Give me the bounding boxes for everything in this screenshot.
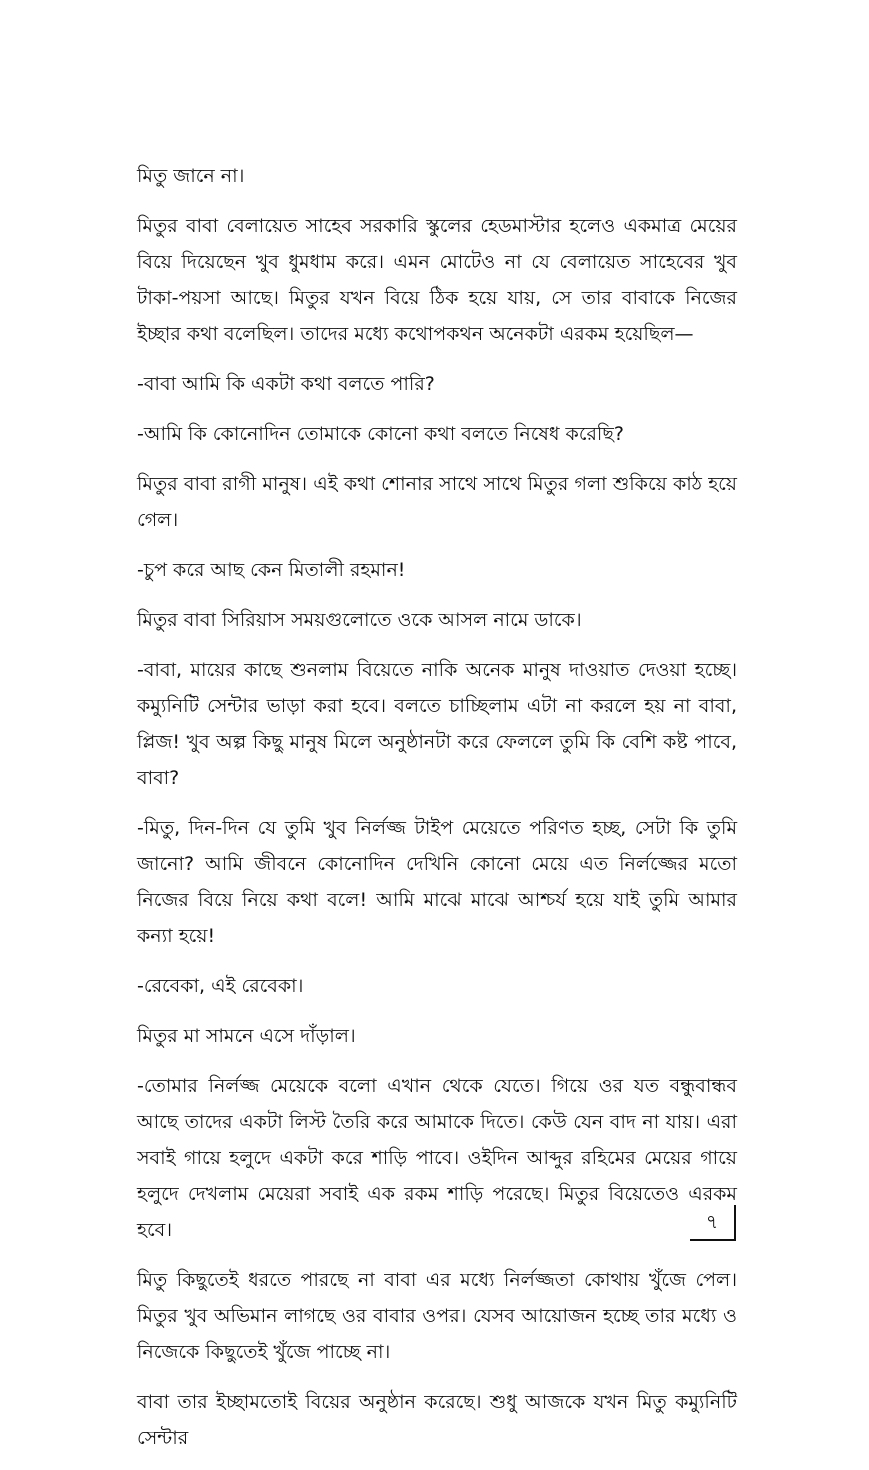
page-number: ৭ bbox=[705, 1211, 719, 1233]
paragraph: -মিতু, দিন-দিন যে তুমি খুব নির্লজ্জ টাইপ মেয়েতে পরিণত হচ্ছ, সেটা কি তুমি জানো? আমি জীবনে কোনোদিন দেখিনি কোনো মেয়ে এত নির্লজ্জের মতো নিজের বিয়ে নিয়ে কথা বলে! আমি মাঝে মাঝে আশ্চর্য হয়ে যাই তুমি আমার কন্যা হয়ে! bbox=[137, 817, 737, 947]
paragraph: -রেবেকা, এই রেবেকা। bbox=[137, 975, 304, 997]
page-number-box bbox=[690, 1205, 736, 1241]
paragraph: -বাবা, মায়ের কাছে শুনলাম বিয়েতে নাকি অনেক মানুষ দাওয়াত দেওয়া হচ্ছে। কম্যুনিটি সেন্টার ভাড়া করা হবে। বলতে চাচ্ছিলাম এটা না করলে হয় না বাবা, প্লিজ! খুব অল্প কিছু মানুষ মিলে অনুষ্ঠানটা করে ফেললে তুমি কি বেশি কষ্ট পাবে, বাবা? bbox=[137, 659, 737, 789]
paragraph: -আমি কি কোনোদিন তোমাকে কোনো কথা বলতে নিষেধ করেছি? bbox=[137, 423, 624, 445]
paragraph: মিতু জানে না। bbox=[137, 165, 245, 187]
paragraph: মিতুর বাবা সিরিয়াস সময়গুলোতে ওকে আসল নামে ডাকে। bbox=[137, 609, 582, 631]
paragraph: -চুপ করে আছ কেন মিতালী রহমান! bbox=[137, 559, 406, 581]
paragraph: -বাবা আমি কি একটা কথা বলতে পারি? bbox=[137, 373, 435, 395]
paragraph: মিতুর মা সামনে এসে দাঁড়াল। bbox=[137, 1025, 356, 1047]
page-body bbox=[137, 158, 737, 1470]
paragraph: মিতু কিছুতেই ধরতে পারছে না বাবা এর মধ্যে নির্লজ্জতা কোথায় খুঁজে পেল। মিতুর খুব অভিমান লাগছে ওর বাবার ওপর। যেসব আয়োজন হচ্ছে তার মধ্যে ও নিজেকে কিছুতেই খুঁজে পাচ্ছে না। bbox=[137, 1269, 737, 1363]
paragraph: মিতুর বাবা রাগী মানুষ। এই কথা শোনার সাথে সাথে মিতুর গলা শুকিয়ে কাঠ হয়ে গেল। bbox=[137, 473, 737, 531]
paragraph: বাবা তার ইচ্ছামতোই বিয়ের অনুষ্ঠান করেছে। শুধু আজকে যখন মিতু কম্যুনিটি সেন্টার bbox=[137, 1391, 737, 1449]
paragraph: মিতুর বাবা বেলায়েত সাহেব সরকারি স্কুলের হেডমাস্টার হলেও একমাত্র মেয়ের বিয়ে দিয়েছেন খুব ধুমধাম করে। এমন মোটেও না যে বেলায়েত সাহেবের খুব টাকা-পয়সা আছে। মিতুর যখন বিয়ে ঠিক হয়ে যায়, সে তার বাবাকে নিজের ইচ্ছার কথা বলেছিল। তাদের মধ্যে কথোপকথন অনেকটা এরকম হয়েছিল— bbox=[137, 215, 737, 345]
paragraph: -তোমার নির্লজ্জ মেয়েকে বলো এখান থেকে যেতে। গিয়ে ওর যত বন্ধুবান্ধব আছে তাদের একটা লিস্ট তৈরি করে আমাকে দিতে। কেউ যেন বাদ না যায়। এরা সবাই গায়ে হলুদে একটা করে শাড়ি পাবে। ওইদিন আব্দুর রহিমের মেয়ের গায়ে হলুদে দেখলাম মেয়েরা সবাই এক রকম শাড়ি পরেছে। মিতুর বিয়েতেও এরকম হবে। bbox=[137, 1075, 737, 1241]
